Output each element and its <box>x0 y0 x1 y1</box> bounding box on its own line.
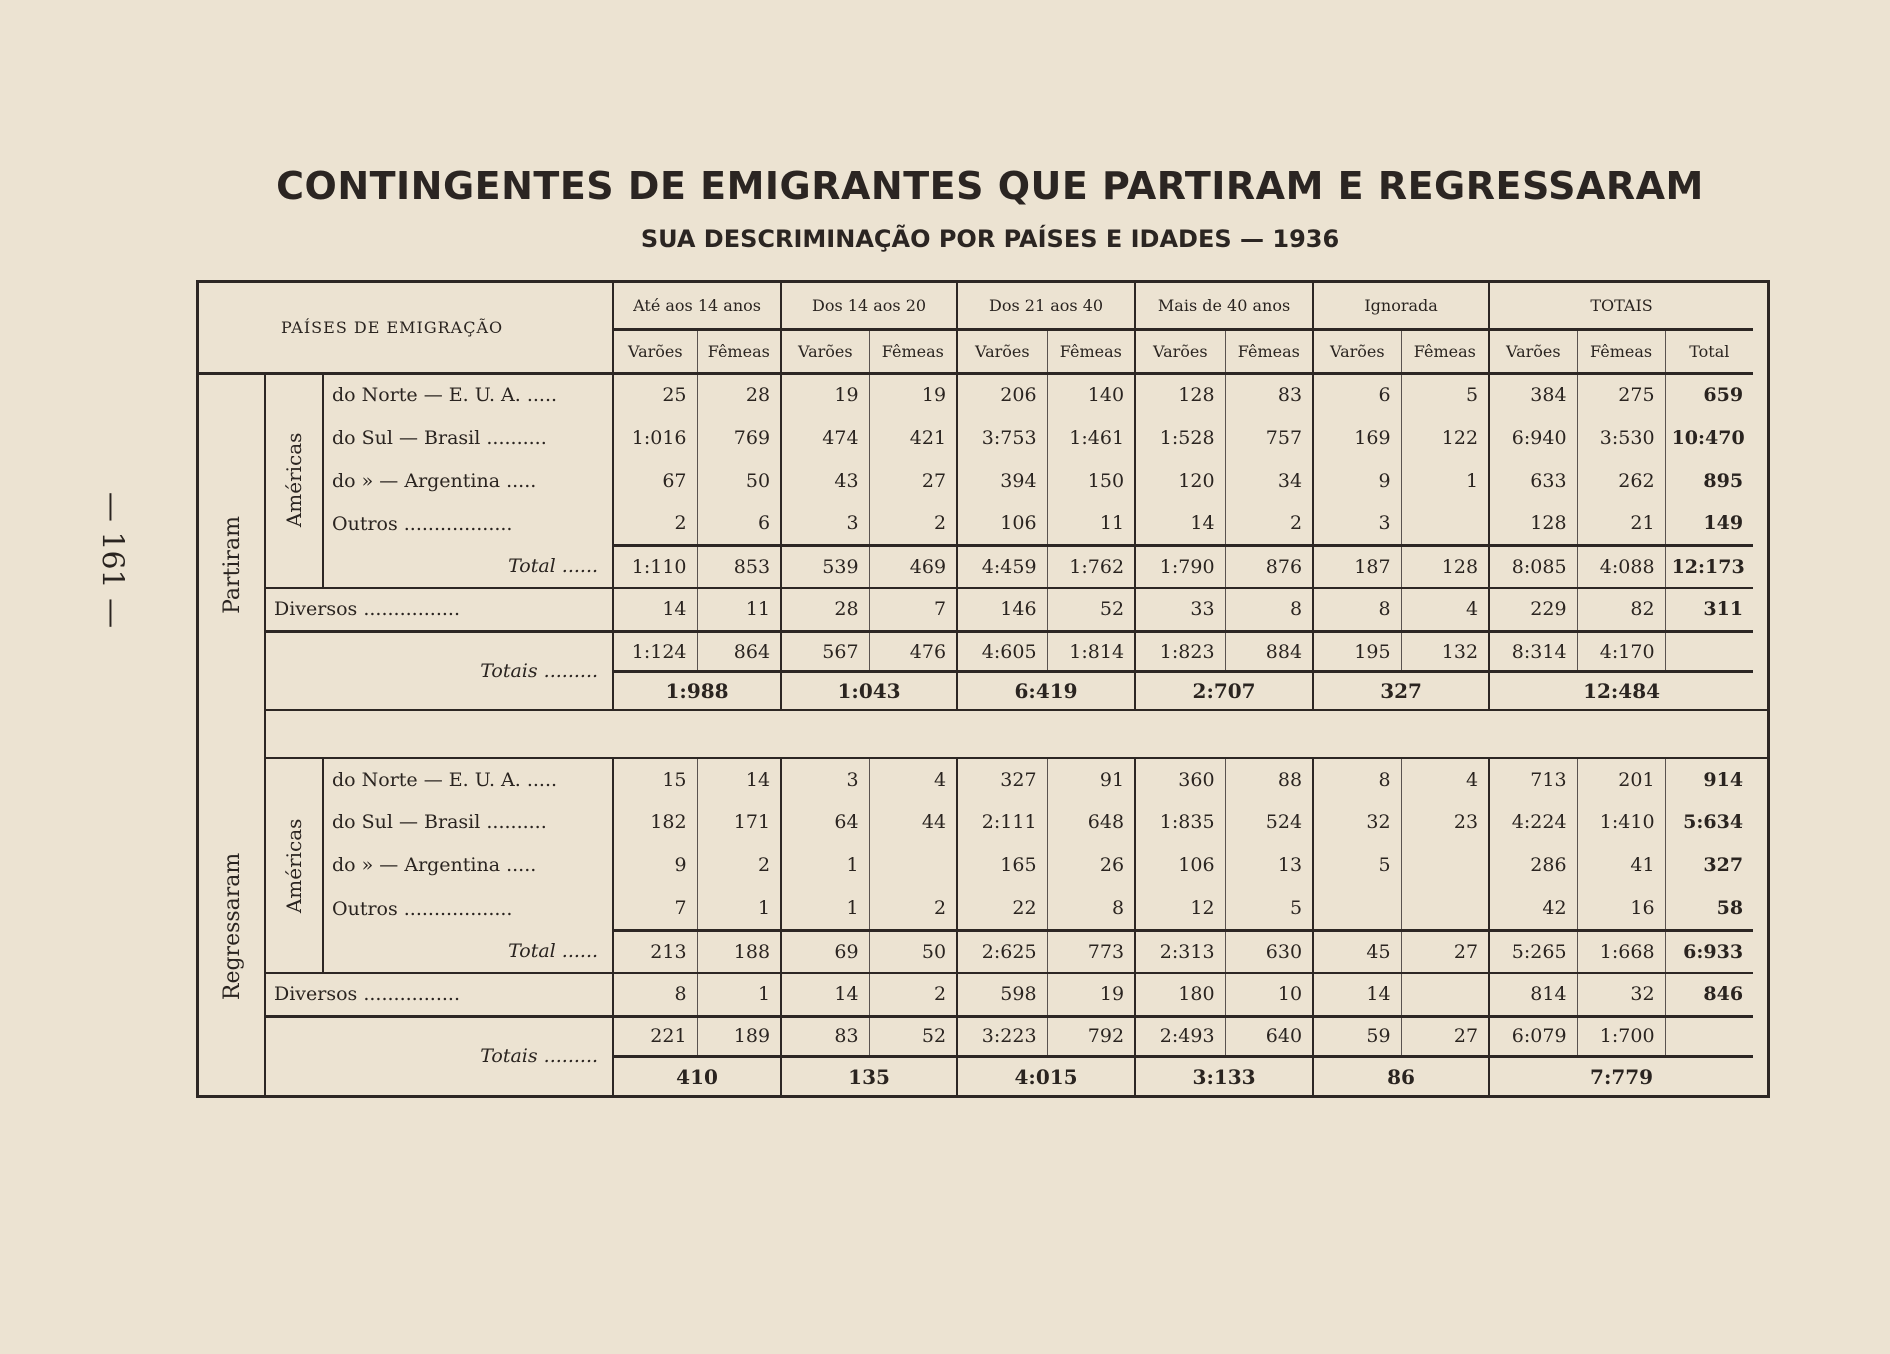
cell: 195 <box>1313 631 1401 672</box>
cell: 140 <box>1047 373 1135 416</box>
cell: 1:668 <box>1577 930 1665 973</box>
cell: 1:410 <box>1577 801 1665 844</box>
sum-cell: 12:484 <box>1489 672 1753 710</box>
cell: 206 <box>957 373 1047 416</box>
cell: 45 <box>1313 930 1401 973</box>
cell: 5 <box>1313 844 1401 887</box>
cell: 262 <box>1577 459 1665 502</box>
header-age-0-14: Até aos 14 anos <box>613 283 781 329</box>
cell: 853 <box>697 545 781 588</box>
cell: 128 <box>1401 545 1489 588</box>
cell: 360 <box>1135 758 1225 801</box>
row-label: do Norte — E. U. A. ..... <box>332 768 558 791</box>
cell: 2 <box>869 502 957 545</box>
row-label: do Sul — Brasil .......... <box>332 811 547 834</box>
sum-cell: 86 <box>1313 1057 1489 1095</box>
cell: 21 <box>1577 502 1665 545</box>
subheader-femeas: Fêmeas <box>697 329 781 373</box>
cell: 769 <box>697 416 781 459</box>
cell: 180 <box>1135 973 1225 1016</box>
cell: 128 <box>1135 373 1225 416</box>
cell: 50 <box>869 930 957 973</box>
subheader-varoes: Varões <box>1313 329 1401 373</box>
cell: 1:835 <box>1135 801 1225 844</box>
cell: 2:111 <box>957 801 1047 844</box>
cell: 792 <box>1047 1016 1135 1057</box>
emigration-table <box>196 280 1770 1098</box>
cell: 28 <box>781 588 869 631</box>
cell: 32 <box>1577 973 1665 1016</box>
cell: 8 <box>1313 588 1401 631</box>
cell: 10 <box>1225 973 1313 1016</box>
cell: 4:605 <box>957 631 1047 672</box>
cell: 327 <box>957 758 1047 801</box>
cell: 22 <box>957 887 1047 930</box>
row-label: Total ...... <box>508 555 599 578</box>
cell: 201 <box>1577 758 1665 801</box>
cell: 6 <box>697 502 781 545</box>
cell: 4:088 <box>1577 545 1665 588</box>
cell: 311 <box>1665 588 1753 631</box>
section-divider <box>199 710 1767 758</box>
cell: 11 <box>1047 502 1135 545</box>
sum-cell: 2:707 <box>1135 672 1313 710</box>
cell: 2:625 <box>957 930 1047 973</box>
cell: 476 <box>869 631 957 672</box>
cell: 14 <box>1135 502 1225 545</box>
cell: 6 <box>1313 373 1401 416</box>
cell: 1:461 <box>1047 416 1135 459</box>
table-row <box>199 758 1767 801</box>
cell: 286 <box>1489 844 1577 887</box>
cell: 648 <box>1047 801 1135 844</box>
cell: 630 <box>1225 930 1313 973</box>
cell: 14 <box>1313 973 1401 1016</box>
cell: 58 <box>1665 887 1753 930</box>
cell: 8:085 <box>1489 545 1577 588</box>
cell: 187 <box>1313 545 1401 588</box>
subheader-varoes: Varões <box>957 329 1047 373</box>
cell: 2 <box>869 973 957 1016</box>
cell: 846 <box>1665 973 1753 1016</box>
sum-cell: 410 <box>613 1057 781 1095</box>
cell: 19 <box>781 373 869 416</box>
cell: 5 <box>1225 887 1313 930</box>
cell: 394 <box>957 459 1047 502</box>
subheader-varoes: Varões <box>1489 329 1577 373</box>
subheader-femeas: Fêmeas <box>869 329 957 373</box>
cell: 4 <box>1401 588 1489 631</box>
cell: 23 <box>1401 801 1489 844</box>
cell <box>1401 973 1489 1016</box>
cell: 5:265 <box>1489 930 1577 973</box>
cell: 474 <box>781 416 869 459</box>
cell: 1 <box>1401 459 1489 502</box>
cell: 814 <box>1489 973 1577 1016</box>
table-row <box>199 930 1767 973</box>
cell: 106 <box>957 502 1047 545</box>
subheader-total: Total <box>1665 329 1753 373</box>
cell: 59 <box>1313 1016 1401 1057</box>
partiram-section-label: Partiram <box>199 373 265 758</box>
cell: 1:790 <box>1135 545 1225 588</box>
cell: 88 <box>1225 758 1313 801</box>
americas-label: Américas <box>265 758 323 973</box>
subheader-varoes: Varões <box>1135 329 1225 373</box>
cell <box>1665 1016 1753 1057</box>
cell: 7 <box>869 588 957 631</box>
sum-cell: 4:015 <box>957 1057 1135 1095</box>
cell: 52 <box>1047 588 1135 631</box>
cell: 1:823 <box>1135 631 1225 672</box>
cell: 9 <box>1313 459 1401 502</box>
totals-row <box>199 1016 1767 1057</box>
cell: 67 <box>613 459 697 502</box>
cell: 52 <box>869 1016 957 1057</box>
cell: 83 <box>781 1016 869 1057</box>
cell: 26 <box>1047 844 1135 887</box>
cell: 15 <box>613 758 697 801</box>
cell: 4 <box>869 758 957 801</box>
cell: 91 <box>1047 758 1135 801</box>
cell <box>1313 887 1401 930</box>
cell: 146 <box>957 588 1047 631</box>
cell: 3:753 <box>957 416 1047 459</box>
table-row <box>199 545 1767 588</box>
cell: 41 <box>1577 844 1665 887</box>
sum-cell: 7:779 <box>1489 1057 1753 1095</box>
cell: 2:313 <box>1135 930 1225 973</box>
sum-cell: 1:988 <box>613 672 781 710</box>
cell: 10:470 <box>1665 416 1753 459</box>
cell: 8 <box>1313 758 1401 801</box>
cell: 19 <box>869 373 957 416</box>
cell: 659 <box>1665 373 1753 416</box>
cell <box>1401 502 1489 545</box>
cell: 27 <box>1401 1016 1489 1057</box>
americas-label: Américas <box>265 373 323 588</box>
cell: 1:762 <box>1047 545 1135 588</box>
cell: 12 <box>1135 887 1225 930</box>
row-label: do Norte — E. U. A. ..... <box>332 384 558 407</box>
table-row <box>199 973 1767 1016</box>
cell: 2 <box>613 502 697 545</box>
cell: 44 <box>869 801 957 844</box>
row-label: do » — Argentina ..... <box>332 469 537 492</box>
cell: 5:634 <box>1665 801 1753 844</box>
subheader-femeas: Fêmeas <box>1225 329 1313 373</box>
cell: 1:124 <box>613 631 697 672</box>
cell: 6:940 <box>1489 416 1577 459</box>
table-row <box>199 502 1767 545</box>
sum-cell: 6:419 <box>957 672 1135 710</box>
cell: 3:223 <box>957 1016 1047 1057</box>
cell: 32 <box>1313 801 1401 844</box>
cell: 11 <box>697 588 781 631</box>
cell: 864 <box>697 631 781 672</box>
table-row <box>199 373 1767 416</box>
cell: 8:314 <box>1489 631 1577 672</box>
totals-label: Totais ......... <box>265 1016 613 1095</box>
cell: 421 <box>869 416 957 459</box>
table-row <box>199 459 1767 502</box>
cell: 3 <box>781 758 869 801</box>
cell: 3 <box>1313 502 1401 545</box>
cell: 64 <box>781 801 869 844</box>
table-row <box>199 416 1767 459</box>
cell: 884 <box>1225 631 1313 672</box>
cell: 713 <box>1489 758 1577 801</box>
cell: 189 <box>697 1016 781 1057</box>
cell: 13 <box>1225 844 1313 887</box>
table-row <box>199 844 1767 887</box>
cell: 221 <box>613 1016 697 1057</box>
cell: 1 <box>781 844 869 887</box>
cell: 3:530 <box>1577 416 1665 459</box>
cell <box>1401 887 1489 930</box>
cell: 106 <box>1135 844 1225 887</box>
cell: 1:016 <box>613 416 697 459</box>
cell: 128 <box>1489 502 1577 545</box>
cell: 895 <box>1665 459 1753 502</box>
table-row <box>199 887 1767 930</box>
cell: 132 <box>1401 631 1489 672</box>
cell: 25 <box>613 373 697 416</box>
cell: 567 <box>781 631 869 672</box>
cell: 640 <box>1225 1016 1313 1057</box>
cell: 182 <box>613 801 697 844</box>
cell: 27 <box>1401 930 1489 973</box>
row-label: do » — Argentina ..... <box>332 854 537 877</box>
cell: 4 <box>1401 758 1489 801</box>
cell: 122 <box>1401 416 1489 459</box>
cell <box>1665 631 1753 672</box>
page-title: CONTINGENTES DE EMIGRANTES QUE PARTIRAM E REGRESSARAM <box>276 164 1704 208</box>
cell: 120 <box>1135 459 1225 502</box>
cell: 8 <box>1225 588 1313 631</box>
subheader-femeas: Fêmeas <box>1401 329 1489 373</box>
cell: 384 <box>1489 373 1577 416</box>
row-label: Diversos ................ <box>265 973 613 1016</box>
header-age-21-40: Dos 21 aos 40 <box>957 283 1135 329</box>
cell: 633 <box>1489 459 1577 502</box>
cell: 2:493 <box>1135 1016 1225 1057</box>
header-totals: TOTAIS <box>1489 283 1753 329</box>
cell: 4:459 <box>957 545 1047 588</box>
cell: 524 <box>1225 801 1313 844</box>
cell: 83 <box>1225 373 1313 416</box>
cell: 14 <box>781 973 869 1016</box>
cell: 165 <box>957 844 1047 887</box>
page-number: — 161 — <box>94 491 130 629</box>
cell: 16 <box>1577 887 1665 930</box>
cell: 69 <box>781 930 869 973</box>
cell: 539 <box>781 545 869 588</box>
cell: 327 <box>1665 844 1753 887</box>
sum-cell: 1:043 <box>781 672 957 710</box>
cell: 150 <box>1047 459 1135 502</box>
subheader-varoes: Varões <box>781 329 869 373</box>
subheader-femeas: Fêmeas <box>1577 329 1665 373</box>
cell: 169 <box>1313 416 1401 459</box>
cell: 8 <box>1047 887 1135 930</box>
cell: 914 <box>1665 758 1753 801</box>
totals-label: Totais ......... <box>265 631 613 710</box>
page-subtitle: SUA DESCRIMINAÇÃO POR PAÍSES E IDADES — 1936 <box>640 225 1340 253</box>
cell: 2 <box>1225 502 1313 545</box>
totals-row <box>199 631 1767 672</box>
cell: 9 <box>613 844 697 887</box>
cell: 229 <box>1489 588 1577 631</box>
cell: 4:170 <box>1577 631 1665 672</box>
header-age-40-plus: Mais de 40 anos <box>1135 283 1313 329</box>
cell: 171 <box>697 801 781 844</box>
sum-cell: 135 <box>781 1057 957 1095</box>
cell: 2 <box>697 844 781 887</box>
cell: 275 <box>1577 373 1665 416</box>
cell: 469 <box>869 545 957 588</box>
cell: 19 <box>1047 973 1135 1016</box>
cell: 149 <box>1665 502 1753 545</box>
cell: 6:079 <box>1489 1016 1577 1057</box>
cell: 757 <box>1225 416 1313 459</box>
cell: 4:224 <box>1489 801 1577 844</box>
cell: 188 <box>697 930 781 973</box>
subheader-femeas: Fêmeas <box>1047 329 1135 373</box>
cell <box>1401 844 1489 887</box>
divider-cell <box>265 710 1767 758</box>
cell: 14 <box>697 758 781 801</box>
cell: 33 <box>1135 588 1225 631</box>
cell: 1 <box>781 887 869 930</box>
cell: 7 <box>613 887 697 930</box>
cell: 28 <box>697 373 781 416</box>
table-row <box>199 588 1767 631</box>
cell: 773 <box>1047 930 1135 973</box>
header-age-14-20: Dos 14 aos 20 <box>781 283 957 329</box>
cell: 213 <box>613 930 697 973</box>
cell: 42 <box>1489 887 1577 930</box>
row-label: Outros .................. <box>332 897 513 920</box>
header-countries: PAÍSES DE EMIGRAÇÃO <box>199 283 613 373</box>
regressaram-section-label: Regressaram <box>199 758 265 1095</box>
cell: 50 <box>697 459 781 502</box>
cell: 2 <box>869 887 957 930</box>
cell: 6:933 <box>1665 930 1753 973</box>
header-age-unknown: Ignorada <box>1313 283 1489 329</box>
cell: 5 <box>1401 373 1489 416</box>
cell: 1:528 <box>1135 416 1225 459</box>
sum-cell: 3:133 <box>1135 1057 1313 1095</box>
cell: 1 <box>697 973 781 1016</box>
cell: 12:173 <box>1665 545 1753 588</box>
cell: 1:700 <box>1577 1016 1665 1057</box>
row-label: Outros .................. <box>332 512 513 535</box>
cell <box>869 844 957 887</box>
cell: 43 <box>781 459 869 502</box>
cell: 598 <box>957 973 1047 1016</box>
sum-cell: 327 <box>1313 672 1489 710</box>
subheader-varoes: Varões <box>613 329 697 373</box>
cell: 82 <box>1577 588 1665 631</box>
cell: 1:814 <box>1047 631 1135 672</box>
row-label: do Sul — Brasil .......... <box>332 426 547 449</box>
table-row <box>199 801 1767 844</box>
cell: 1:110 <box>613 545 697 588</box>
cell: 3 <box>781 502 869 545</box>
row-label: Total ...... <box>508 940 599 963</box>
row-label: Diversos ................ <box>265 588 613 631</box>
cell: 34 <box>1225 459 1313 502</box>
cell: 1 <box>697 887 781 930</box>
cell: 8 <box>613 973 697 1016</box>
cell: 876 <box>1225 545 1313 588</box>
cell: 14 <box>613 588 697 631</box>
cell: 27 <box>869 459 957 502</box>
